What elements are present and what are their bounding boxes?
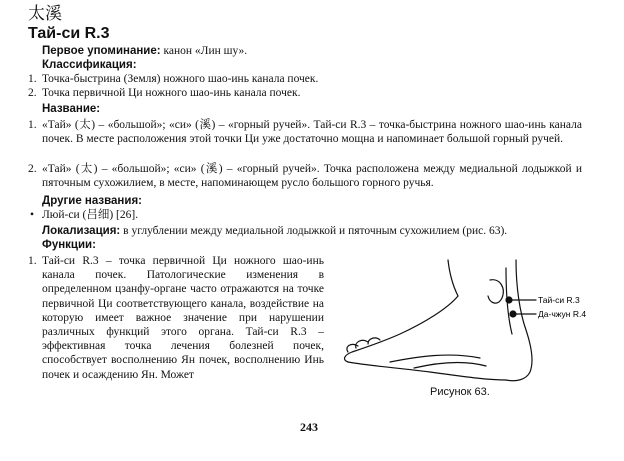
taixi-point — [506, 297, 512, 303]
name-item-1: «Тай» (太) – «большой»; «си» (溪) – «горный ручей». Тай-си R.3 – точка-быстрина ножного шао-инь канала почек. В месте расположения этой точки Ци уже достаточно мощна и напоминает большой горный ручей. — [42, 119, 582, 145]
point-title: Тай-си R.3 — [28, 25, 110, 42]
leg-front-outline — [448, 260, 458, 296]
arch-line-2 — [414, 362, 486, 368]
localization-label: Локализация: — [42, 225, 121, 237]
functions-heading: Функции: — [42, 239, 96, 251]
classification-item-2: Точка первичной Ци ножного шао-инь канала почек. — [42, 87, 301, 99]
other-names-heading: Другие названия: — [42, 195, 142, 207]
foot-illustration — [330, 258, 600, 398]
medial-malleolus — [488, 280, 503, 303]
chinese-title: 太溪 — [28, 4, 62, 23]
functions-item-1: Тай-си R.3 – точка первичной Ци ножного шао-инь канала почек. Патологические изменения в определенном цзанфу-органе часто отражаются на точке первичной Ци соответствующего канала, воздействие на которую имеет важное значение при нарушении различных функций этого органа. Тай-си R.3 – эффективная точка лечения болезней почек, способствует восполнению Ян почек, восполнению Инь почек и осаждению Ян. Может — [42, 255, 324, 381]
first-mention-label: Первое упоминание: — [42, 45, 161, 57]
localization-row — [42, 224, 507, 238]
first-mention-row — [42, 44, 247, 58]
classification-num-1: 1. — [28, 73, 37, 85]
foot-top-outline — [345, 296, 458, 362]
localization-value: в углублении между медиальной лодыжкой и пяточным сухожилием (рис. 63). — [123, 225, 508, 237]
classification-item-1: Точка-быстрина (Земля) ножного шао-инь канала почек. — [42, 73, 319, 85]
other-names-bullet: • — [30, 209, 35, 221]
page-number: 243 — [300, 420, 318, 434]
name-item-2: «Тай» (太) – «большой»; «си» (溪) – «горный ручей». Точка расположена между медиальной лодыжкой и пяточным сухожилием, в месте, напоминающем русло большого горного ручья. — [42, 163, 582, 189]
name-heading: Название: — [42, 103, 101, 115]
first-mention-value: канон «Лин шу». — [163, 45, 248, 57]
name-num-1: 1. — [28, 119, 37, 131]
other-names-item-1: Люй-си (吕细) [26]. — [42, 209, 139, 221]
dazhong-label: Да-чжун R.4 — [538, 309, 587, 319]
classification-heading: Классификация: — [42, 59, 137, 71]
dazhong-point — [510, 311, 516, 317]
classification-num-2: 2. — [28, 87, 37, 99]
figure-caption: Рисунок 63. — [430, 386, 490, 398]
arch-line — [390, 355, 480, 362]
leg-back-outline — [506, 260, 532, 381]
taixi-label: Тай-си R.3 — [538, 295, 580, 305]
name-num-2: 2. — [28, 163, 37, 175]
functions-num-1: 1. — [28, 255, 37, 267]
